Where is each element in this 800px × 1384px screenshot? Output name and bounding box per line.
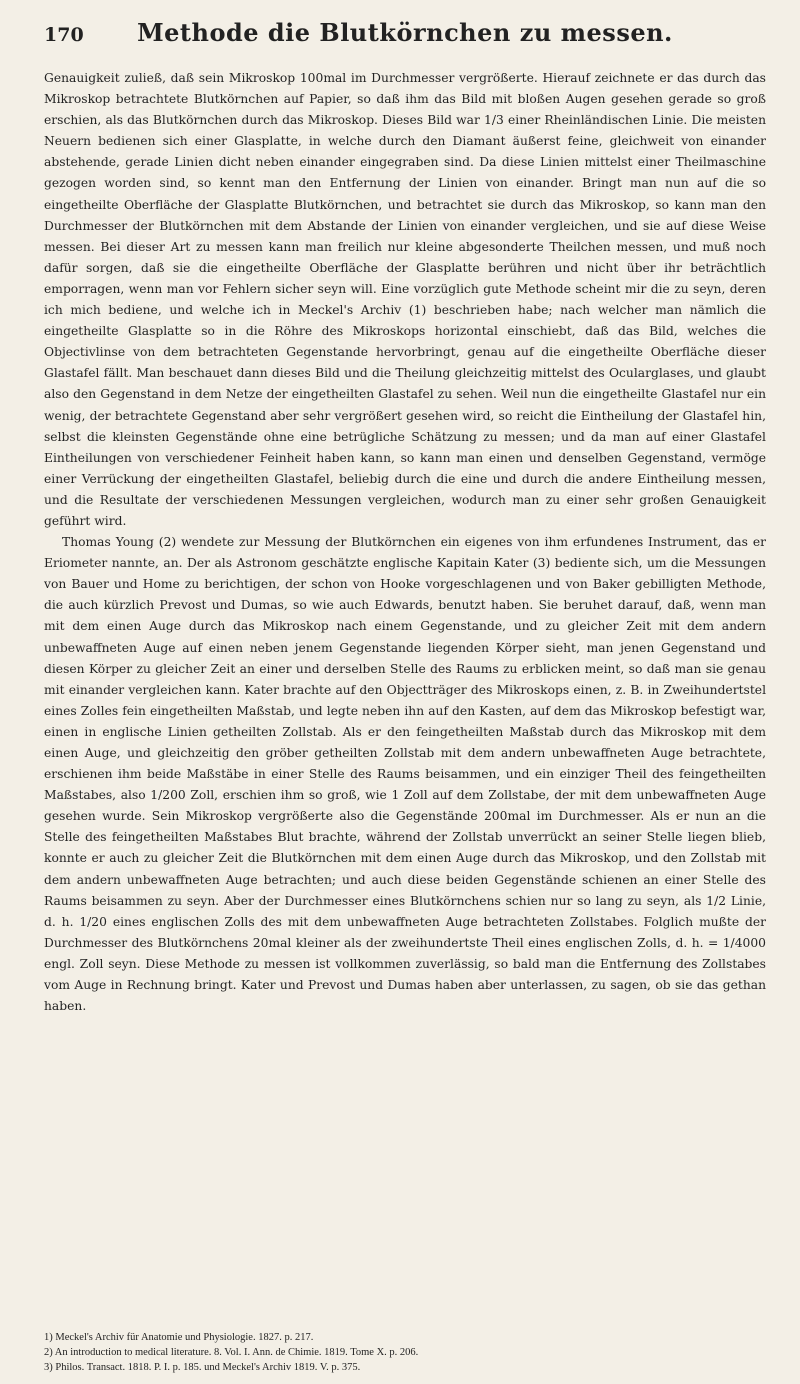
page-header <box>44 18 766 58</box>
paragraph: Genauigkeit zuließ, daß sein Mikroskop 100mal im Durchmesser vergrößerte. Hierauf zeichnete er das durch das Mikroskop betrachtete Blutkörnchen auf Papier, so daß ihm das Bild mit bloßen Augen gesehen gerade so groß erschien, als das Blutkörnchen durch das Mikroskop. Dieses Bild war 1/3 einer Rheinländischen Linie. Die meisten Neuern bedienen sich einer Glasplatte, in welche durch den Diamant äußerst feine, gleichweit von einander abstehende, gerade Linien dicht neben einander eingegraben sind. Da diese Linien mittelst einer Theilmaschine gezogen worden sind, so kennt man den Entfernung der Linien von einander. Bringt man nun auf die so eingetheilte Oberfläche der Glasplatte Blutkörnchen, und betrachtet sie durch das Mikroskop, so kann man den Durchmesser der Blutkörnchen mit dem Abstande der Linien von einander vergleichen, und sie auf diese Weise messen. Bei dieser Art zu messen kann man freilich nur kleine abgesonderte Theilchen messen, und muß noch dafür sorgen, daß sie die eingetheilte Oberfläche der Glasplatte berühren und nicht über ihr beträchtlich emporragen, wenn man vor Fehlern sicher seyn will. Eine vorzüglich gute Methode scheint mir die zu seyn, deren ich mich bediene, und welche ich in Meckel's Archiv (1) beschrieben habe; nach welcher man nämlich die eingetheilte Glasplatte so in die Röhre des Mikroskops horizontal einschiebt, daß das Bild, welches die Objectivlinse von dem betrachteten Gegenstande hervorbringt, genau auf die eingetheilte Oberfläche dieser Glastafel fällt. Man beschauet dann dieses Bild und die Theilung gleichzeitig mittelst des Ocularglases, und glaubt also den Gegenstand in dem Netze der eingetheilten Glastafel zu sehen. Weil nun die eingetheilte Glastafel nur ein wenig, der betrachtete Gegenstand aber sehr vergrößert gesehen wird, so reicht die Eintheilung der Glastafel hin, selbst die kleinsten Gegenstände ohne eine betrügliche Schätzung zu messen; und da man auf einer Glastafel Eintheilungen von verschiedener Feinheit haben kann, so kann man einen und denselben Gegenstand, vermöge einer Verrückung der eingetheilten Glastafel, beliebig durch die eine und durch die andere Eintheilung messen, und die Resultate der verschiedenen Messungen vergleichen, wodurch man zu einer sehr großen Genauigkeit geführt wird. <box>44 71 766 528</box>
body-text <box>44 68 766 1017</box>
footnotes <box>44 1330 766 1375</box>
footnote: 2) An introduction to medical literature. 8. Vol. I. Ann. de Chimie. 1819. Tome X. p. 206. <box>44 1347 419 1358</box>
footnote: 3) Philos. Transact. 1818. P. I. p. 185. und Meckel's Archiv 1819. V. p. 375. <box>44 1362 361 1373</box>
page-number: 170 <box>44 24 84 46</box>
running-title: Methode die Blutkörnchen zu messen. <box>137 18 673 47</box>
paragraph: Thomas Young (2) wendete zur Messung der Blutkörnchen ein eigenes von ihm erfundenes Instrument, das er Eriometer nannte, an. Der als Astronom geschätzte englische Kapitain Kater (3) bediente sich, um die Messungen von Bauer und Home zu berichtigen, der schon von Hooke vorgeschlagenen und von Baker gebilligten Methode, die auch kürzlich Prevost und Dumas, so wie auch Edwards, benutzt haben. Sie beruhet darauf, daß, wenn man mit dem einen Auge durch das Mikroskop nach einem Gegenstande, und zu gleicher Zeit mit dem andern unbewaffneten Auge auf einen neben jenem Gegenstande liegenden Körper sieht, man jenen Gegenstand und diesen Körper zu gleicher Zeit an einer und derselben Stelle des Raums zu erblicken meint, so daß man sie genau mit einander vergleichen kann. Kater brachte auf den Objectträger des Mikroskops einen, z. B. in Zweihundertstel eines Zolles fein eingetheilten Maßstab, und legte neben ihn auf den Kasten, auf dem das Mikroskop befestigt war, einen in englische Linien getheilten Zollstab. Als er den feingetheilten Maßstab durch das Mikroskop mit dem einen Auge, und gleichzeitig den gröber getheilten Zollstab mit dem andern unbewaffneten Auge betrachtete, erschienen ihm beide Maßstäbe in einer Stelle des Raums beisammen, und ein einziger Theil des feingetheilten Maßstabes, also 1/200 Zoll, erschien ihm so groß, wie 1 Zoll auf dem Zollstabe, der mit dem unbewaffneten Auge gesehen wurde. Sein Mikroskop vergrößerte also die Gegenstände 200mal im Durchmesser. Als er nun an die Stelle des feingetheilten Maßstabes Blut brachte, während der Zollstab unverrückt an seiner Stelle liegen blieb, konnte er auch zu gleicher Zeit die Blutkörnchen mit dem einen Auge durch das Mikroskop, und den Zollstab mit dem andern unbewaffneten Auge betrachten; und auch diese beiden Gegenstände schienen an einer Stelle des Raums beisammen zu seyn. Aber der Durchmesser eines Blutkörnchens schien nur so lang zu seyn, als 1/2 Linie, d. h. 1/20 eines englischen Zolls des mit dem unbewaffneten Auge betrachteten Zollstabes. Folglich mußte der Durchmesser des Blutkörnchens 20mal kleiner als der zweihundertste Theil eines englischen Zolls, d. h. = 1/4000 engl. Zoll seyn. Diese Methode zu messen ist vollkommen zuverlässig, so bald man die Entfernung des Zollstabes vom Auge in Rechnung bringt. Kater und Prevost und Dumas haben aber unterlassen, zu sagen, ob sie das gethan haben. <box>44 535 766 1014</box>
footnote: 1) Meckel's Archiv für Anatomie und Physiologie. 1827. p. 217. <box>44 1332 314 1343</box>
